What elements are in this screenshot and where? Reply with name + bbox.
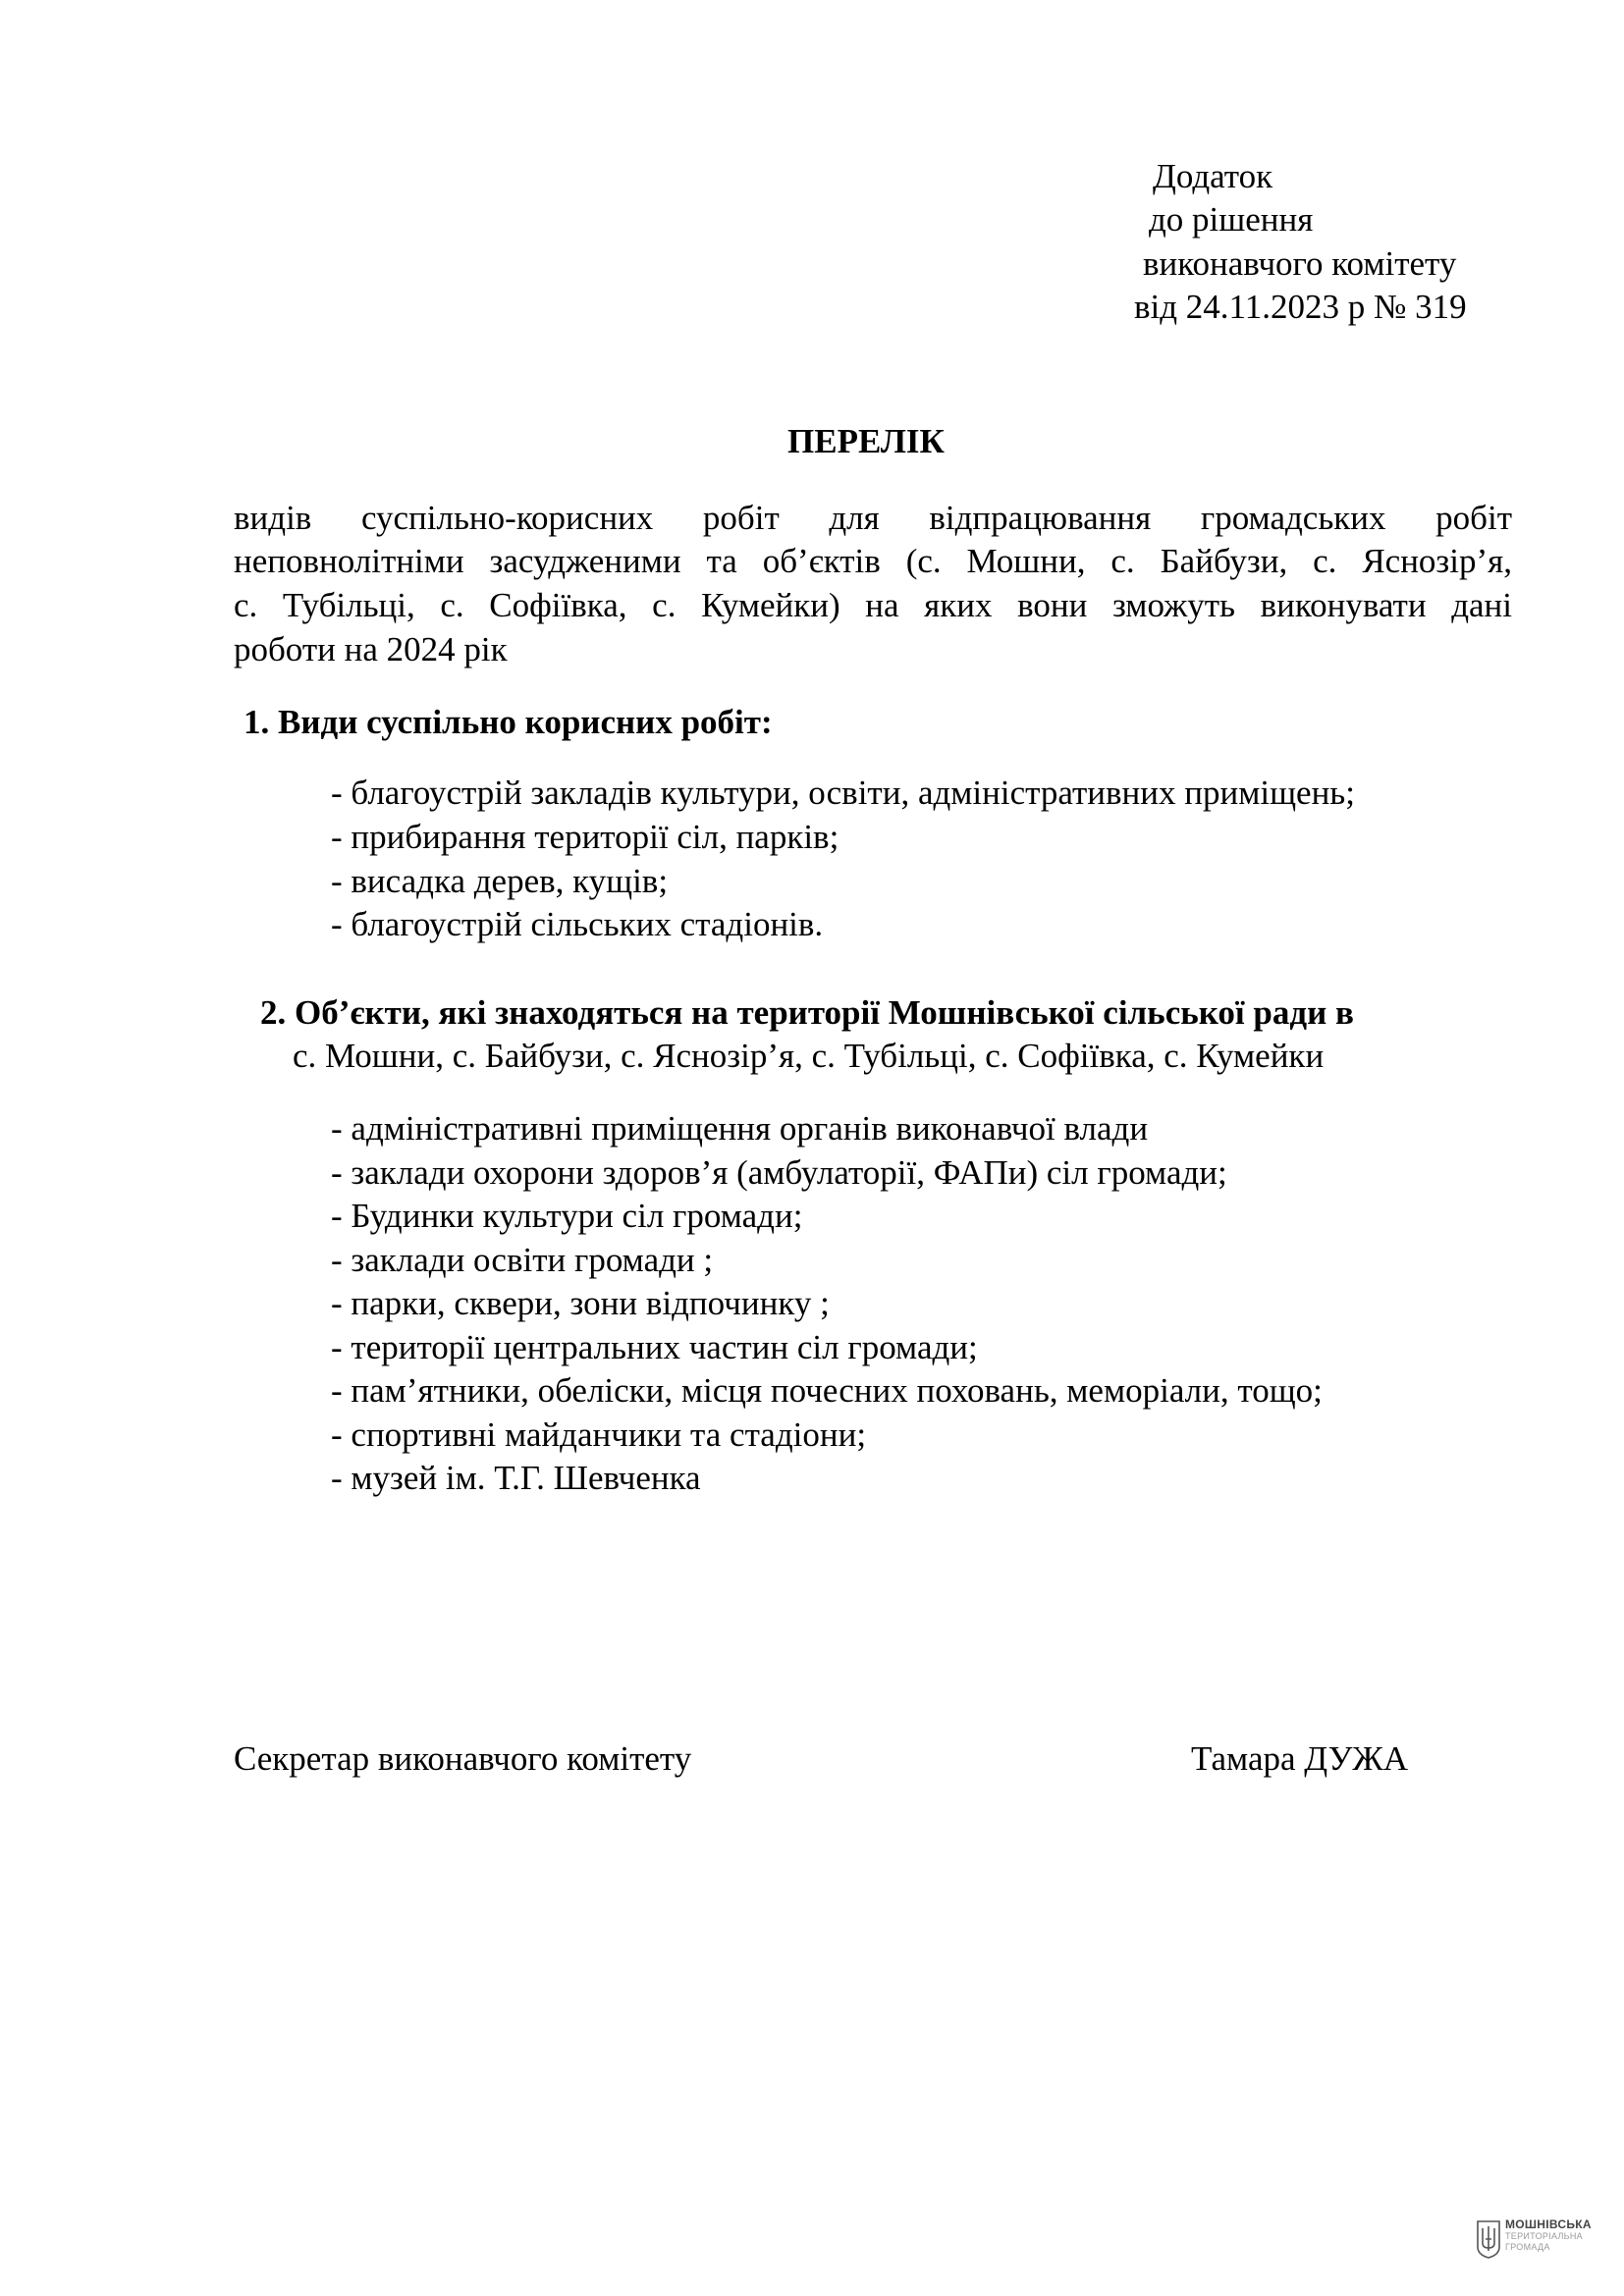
- section1-heading: 1. Види суспільно корисних робіт:: [244, 703, 773, 741]
- section2-list-item: - музей ім. Т.Г. Шевченка: [331, 1459, 701, 1497]
- section2-list-item: - пам’ятники, обеліски, місця почесних поховань, меморіали, тощо;: [331, 1371, 1323, 1410]
- intro-line: с. Тубільці, с. Софіївка, с. Кумейки) на яких вони зможуть виконувати дані: [234, 586, 1512, 624]
- appendix-decision-label: до рішення: [1149, 200, 1314, 239]
- community-logo: [1476, 2217, 1592, 2259]
- trident-emblem-icon: [1476, 2217, 1501, 2259]
- signature-name: Тамара ДУЖА: [1191, 1739, 1408, 1778]
- intro-line: роботи на 2024 рік: [234, 630, 508, 668]
- section1-list-item: - благоустрій закладів культури, освіти, адміністративних приміщень;: [331, 774, 1355, 812]
- intro-line: неповнолітніми засудженими та об’єктів (с. Мошни, с. Байбузи, с. Яснозір’я,: [234, 542, 1512, 580]
- section1-list-item: - прибирання території сіл, парків;: [331, 818, 839, 856]
- signature-position: Секретар виконавчого комітету: [234, 1739, 692, 1778]
- document-title: ПЕРЕЛІК: [787, 422, 945, 460]
- section1-list-item: - висадка дерев, кущів;: [331, 862, 669, 900]
- logo-subtitle: ТЕРИТОРІАЛЬНА: [1505, 2231, 1583, 2241]
- logo-title: МОШНІВСЬКА: [1505, 2217, 1592, 2231]
- section2-list-item: - парки, сквери, зони відпочинку ;: [331, 1284, 830, 1322]
- section2-list-item: - території центральних частин сіл громади;: [331, 1328, 978, 1366]
- section2-heading: 2. Об’єкти, які знаходяться на території Мошнівської сільської ради в: [260, 993, 1354, 1032]
- appendix-label: Додаток: [1153, 157, 1273, 195]
- logo-subtitle-2: ГРОМАДА: [1505, 2242, 1550, 2252]
- section1-list-item: - благоустрій сільських стадіонів.: [331, 905, 824, 943]
- appendix-date-number: від 24.11.2023 р № 319: [1134, 288, 1467, 326]
- section2-list-item: - заклади охорони здоров’я (амбулаторії, ФАПи) сіл громади;: [331, 1153, 1227, 1192]
- section2-villages: с. Мошни, с. Байбузи, с. Яснозір’я, с. Тубільці, с. Софіївка, с. Кумейки: [293, 1037, 1325, 1075]
- appendix-committee-label: виконавчого комітету: [1143, 244, 1457, 283]
- section2-list-item: - Будинки культури сіл громади;: [331, 1197, 803, 1235]
- section2-list-item: - адміністративні приміщення органів виконавчої влади: [331, 1109, 1149, 1148]
- section2-list-item: - спортивні майданчики та стадіони;: [331, 1415, 867, 1454]
- section2-list-item: - заклади освіти громади ;: [331, 1241, 714, 1279]
- intro-line: видів суспільно-корисних робіт для відпрацювання громадських робіт: [234, 499, 1512, 537]
